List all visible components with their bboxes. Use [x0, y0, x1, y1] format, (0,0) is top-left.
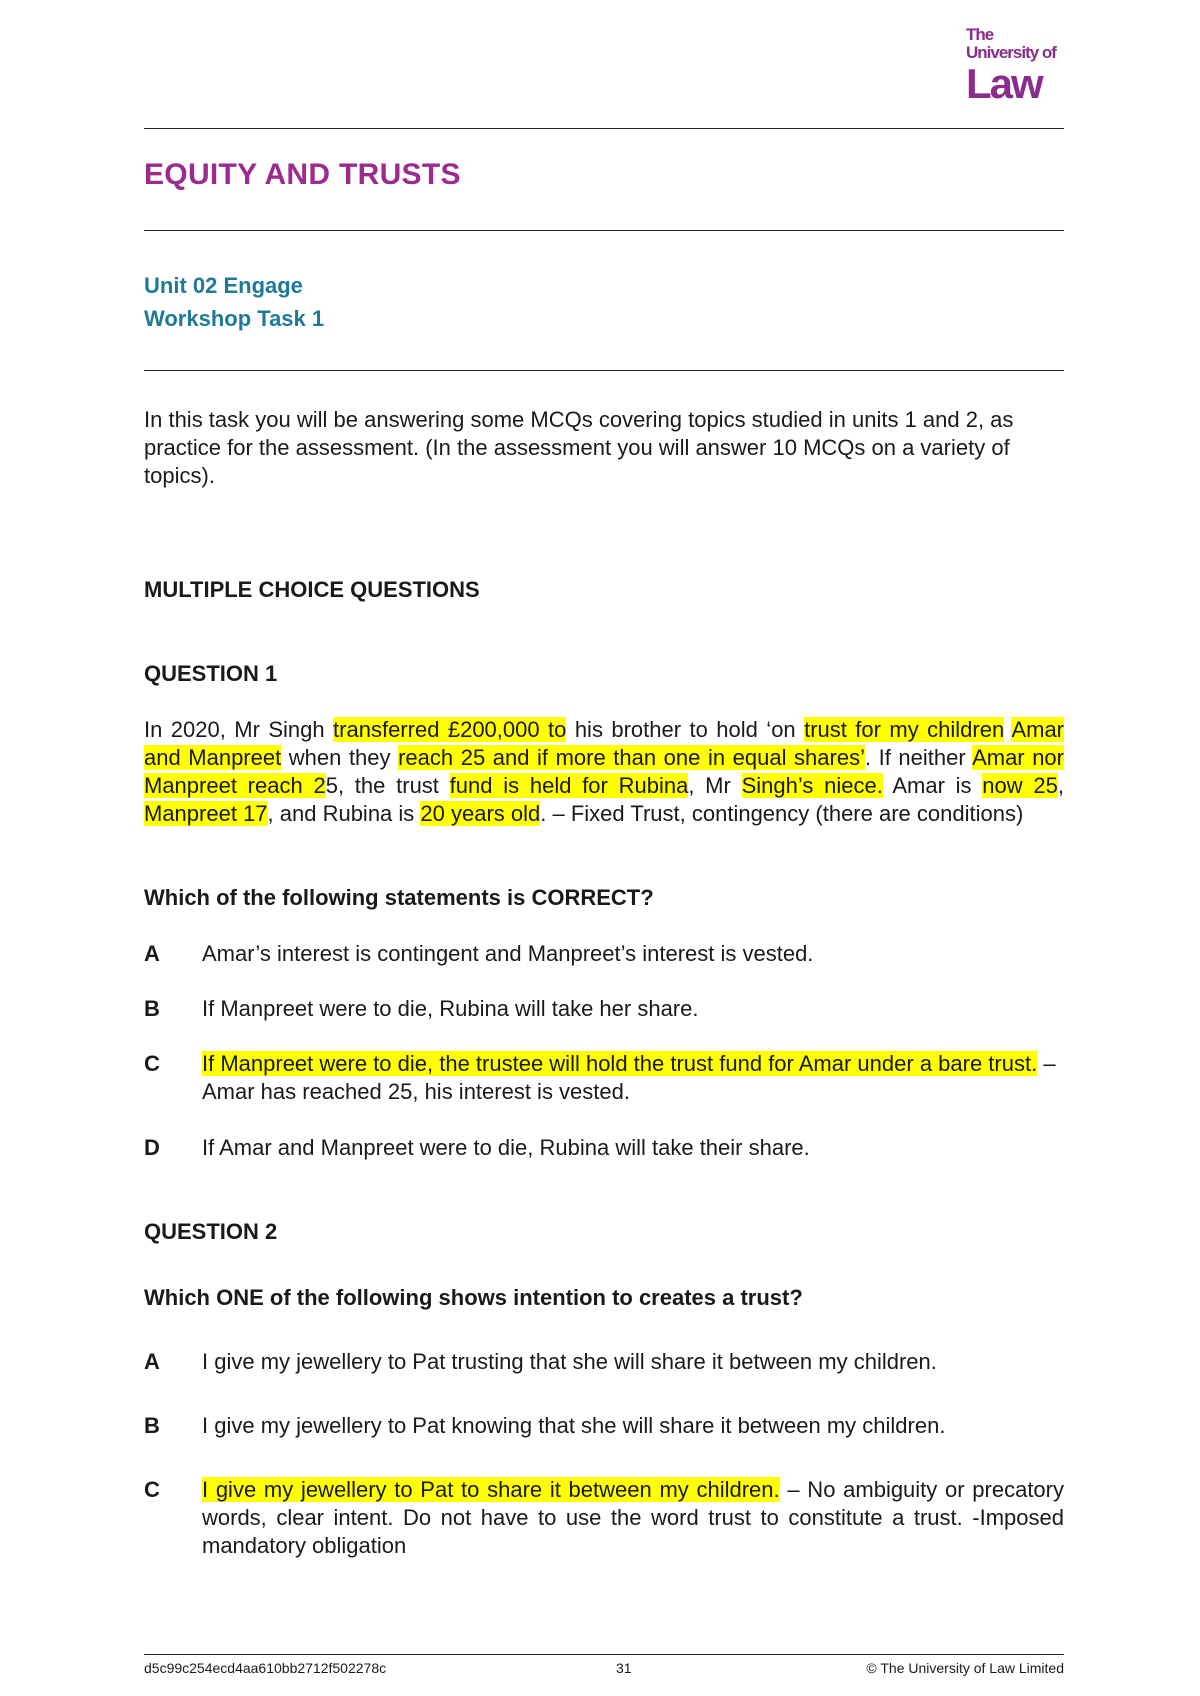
divider-heading [144, 370, 1064, 371]
highlighted-text: I give my jewellery to Pat to share it between my children. [202, 1477, 780, 1502]
text-run: – No ambiguity or precatory words, clear intent. Do not have to use the word trust to constitute a trust. -Imposed mandatory obligation [202, 1477, 1064, 1558]
text-run: 5, the trust [325, 773, 450, 798]
question-1-scenario [144, 716, 1064, 828]
intro-paragraph: In this task you will be answering some MCQs covering topics studied in units 1 and 2, as practice for the assessment. (In the assessment you will answer 10 MCQs on a variety of topics). [144, 407, 1014, 488]
text-run: Amar’s interest is contingent and Manpreet’s interest is vested. [202, 941, 814, 966]
text-run: Amar is [882, 773, 983, 798]
option-letter: A [144, 941, 160, 966]
footer-copyright: © The University of Law Limited [866, 1660, 1064, 1676]
text-run: . If neither [864, 745, 973, 770]
page-title: EQUITY AND TRUSTS [144, 158, 461, 191]
text-run: I give my jewellery to Pat knowing that she will share it between my children. [202, 1413, 946, 1438]
text-run: , Mr [688, 773, 742, 798]
highlighted-text: If Manpreet were to die, the trustee will hold the trust fund for Amar under a bare trust. [202, 1051, 1038, 1076]
logo-line-2: University of [966, 43, 1056, 62]
option-letter: A [144, 1349, 160, 1374]
highlighted-text: 20 years old [420, 801, 541, 826]
option-text [202, 1134, 1064, 1162]
task-heading: Workshop Task 1 [144, 306, 325, 331]
option-text [202, 1348, 1064, 1376]
highlighted-text: reach 25 and if more than one in equal shares’ [398, 745, 865, 770]
option-text [202, 1412, 1064, 1440]
highlighted-text: now 25 [982, 773, 1058, 798]
footer-page-number: 31 [616, 1660, 632, 1676]
question-2-heading: QUESTION 2 [144, 1219, 278, 1244]
option-letter: C [144, 1051, 160, 1076]
question-1-prompt: Which of the following statements is CORRECT? [144, 885, 654, 910]
option-letter: B [144, 996, 160, 1021]
text-run: , and Rubina is [267, 801, 421, 826]
option-letter: C [144, 1477, 160, 1502]
highlighted-text: Amar nor Manpreet reach 2 [144, 745, 1064, 798]
question-1-heading: QUESTION 1 [144, 661, 278, 686]
highlighted-text: trust for my children [804, 717, 1005, 742]
divider-title [144, 230, 1064, 231]
highlighted-text: Manpreet 17 [144, 801, 268, 826]
option-text [202, 995, 1064, 1023]
text-run: If Amar and Manpreet were to die, Rubina will take their share. [202, 1135, 810, 1160]
unit-heading: Unit 02 Engage [144, 273, 303, 298]
university-of-law-logo [966, 25, 1066, 107]
footer-divider [144, 1654, 1064, 1655]
highlighted-text: fund is held for Rubina [449, 773, 689, 798]
text-run: I give my jewellery to Pat trusting that she will share it between my children. [202, 1349, 937, 1374]
text-run: . – Fixed Trust, contingency (there are conditions) [540, 801, 1024, 826]
text-run: In 2020, Mr Singh [144, 717, 334, 742]
option-letter: B [144, 1413, 160, 1438]
text-run: – Amar has reached 25, his interest is vested. [202, 1051, 1056, 1104]
question-2-prompt: Which ONE of the following shows intention to creates a trust? [144, 1285, 803, 1310]
logo-line-1: The [966, 25, 994, 44]
text-run: when they [281, 745, 399, 770]
logo-line-3: Law [966, 60, 1042, 107]
option-text [202, 1476, 1064, 1560]
option-text [202, 940, 1064, 968]
highlighted-text: Amar and Manpreet [144, 717, 1064, 770]
section-heading: MULTIPLE CHOICE QUESTIONS [144, 577, 480, 602]
text-run: If Manpreet were to die, Rubina will take her share. [202, 996, 699, 1021]
text-run: , [1057, 773, 1064, 798]
text-run: his brother to hold ‘on [566, 717, 805, 742]
highlighted-text: Singh’s niece. [741, 773, 883, 798]
option-letter: D [144, 1135, 160, 1160]
divider-top [144, 128, 1064, 129]
option-text [202, 1050, 1064, 1106]
footer-document-id: d5c99c254ecd4aa610bb2712f502278c [144, 1660, 387, 1676]
highlighted-text: transferred £200,000 to [333, 717, 567, 742]
